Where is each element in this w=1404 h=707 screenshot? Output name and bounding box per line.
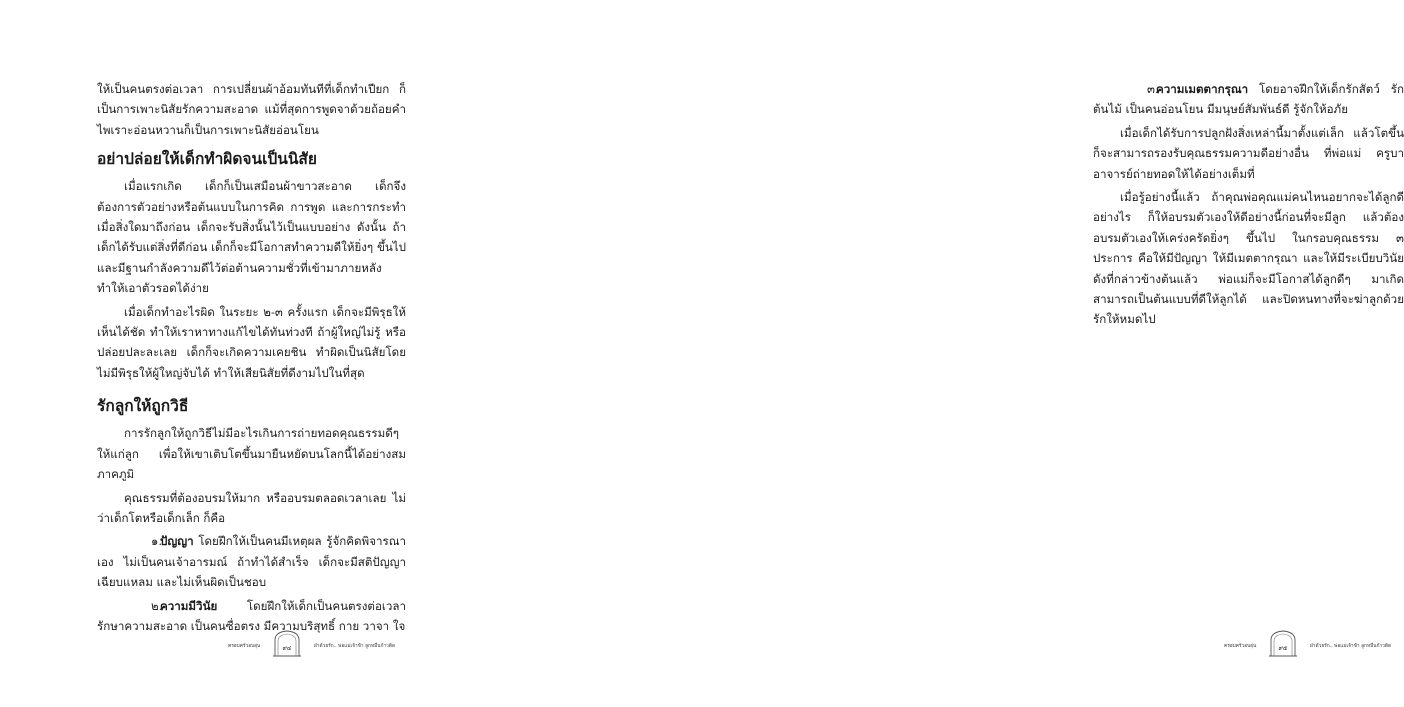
list-item-title: ความมีวินัย [160, 598, 218, 613]
list-number: ๒. [151, 598, 163, 613]
continued-paragraph: ให้เป็นคนตรงต่อเวลา การเปลี่ยนผ้าอ้อมทันทีที่เด็กทำเปียก ก็เป็นการเพาะนิสัยรักความสะอาด แม้ที่สุดการพูดจาด้วยถ้อยคำไพเราะอ่อนหวานก็เป็นการเพาะนิสัยอ่อนโยน [97, 82, 406, 137]
list-item-text: โดยฝึกให้เป็นคนมีเหตุผล รู้จักคิดพิจารณาเอง ไม่เป็นคนเจ้าอารมณ์ ถ้าทำได้สำเร็จ เด็กจะมีสติปัญญาเฉียบแหลม และไม่เห็นผิดเป็นชอบ [97, 534, 406, 590]
list-item-title: ความเมตตากรุณา [1156, 82, 1249, 96]
section-heading-bad-habits: อย่าปล่อยให้เด็กทำผิดจนเป็นนิสัย [97, 150, 317, 169]
list-item-wisdom [97, 531, 406, 592]
list-number: ๑. [151, 534, 163, 549]
list-item-text: โดยฝึกให้เด็กเป็นคนตรงต่อเวลา รักษาความสะอาด เป็นคนซื่อตรง มีความบริสุทธิ์ กาย วาจา ใจ [97, 598, 406, 633]
footer-book-title: ครอบครัวอบอุ่น [228, 644, 261, 649]
footer-chapter-title: ฝ่าด้วยรัก.. พ่อแม่เจ้าข้า ลูกหมื่นก้าวติด [314, 644, 396, 649]
left-page-footer [228, 629, 396, 659]
footer-chapter-title: ฝ่าด้วยรัก.. พ่อแม่เจ้าข้า ลูกหมื่นก้าวติด [1310, 644, 1392, 649]
left-page [0, 0, 500, 707]
list-item-text: โดยอาจฝึกให้เด็กรักสัตว์ รักต้นไม้ เป็นคนอ่อนโยน มีมนุษย์สัมพันธ์ดี รู้จักให้อภัย [1093, 82, 1404, 117]
page-number-emblem [1268, 629, 1298, 657]
list-number: ๓. [1147, 82, 1159, 96]
paragraph-first-mistakes: เมื่อเด็กทำอะไรผิด ในระยะ ๒-๓ ครั้งแรก เด็กจะมีพิรุธให้เห็นได้ชัด ทำให้เราหาทางแก้ไขได้ทันท่วงที ถ้าผู้ใหญ่ไม่รู้ หรือปล่อยปละละเลย เด็กก็จะเกิดความเคยชิน ทำผิดเป็นนิสัยโดยไม่มีพิรุธให้ผู้ใหญ่จับได้ ทำให้เสียนิสัยที่ดีงามไปในที่สุด [97, 304, 406, 380]
footer-book-title: ครอบครัวอบอุ่น [1224, 644, 1257, 649]
paragraph-parents-train-themselves: เมื่อรู้อย่างนี้แล้ว ถ้าคุณพ่อคุณแม่คนไหนอยากจะได้ลูกดีอย่างไร ก็ให้อบรมตัวเองให้ดีอย่างนี้ก่อนที่จะมีลูก แล้วต้องอบรมตัวเองให้เคร่งครัดยิ่งๆ ขึ้นไป ในกรอบคุณธรรม ๓ ประการ คือให้มีปัญญา ให้มีเมตตากรุณา และให้มีระเบียบวินัย ดังที่กล่าวข้างต้นแล้ว พ่อแม่ก็จะมีโอกาสได้ลูกดีๆ มาเกิด สามารถเป็นต้นแบบที่ดีให้ลูกได้ และปิดหนทางที่จะฆ่าลูกด้วยรักให้หมดไป [1093, 190, 1404, 327]
page-number: ๙๕ [1278, 645, 1288, 652]
section-heading-love-right-way: รักลูกให้ถูกวิธี [97, 397, 189, 416]
right-page [500, 0, 1404, 707]
list-item-title: ปัญญา [160, 534, 194, 549]
list-item-kindness [1093, 79, 1404, 120]
page-number: ๙๔ [282, 645, 292, 652]
paragraph-passing-virtues: การรักลูกให้ถูกวิธีไม่มีอะไรเกินการถ่ายทอดคุณธรรมดีๆ ให้แก่ลูก เพื่อให้เขาเติบโตขึ้นมายืนหยัดบนโลกนี้ได้อย่างสมภาคภูมิ [97, 426, 406, 482]
page-number-emblem [272, 629, 302, 657]
right-page-body [1093, 79, 1404, 330]
paragraph-virtues-to-train: คุณธรรมที่ต้องอบรมให้มาก หรืออบรมตลอดเวลาเลย ไม่ว่าเด็กโตหรือเด็กเล็ก ก็คือ [97, 490, 406, 525]
paragraph-white-cloth: เมื่อแรกเกิด เด็กก็เป็นเสมือนผ้าขาวสะอาด เด็กจึงต้องการตัวอย่างหรือต้นแบบในการคิด การพูด และการกระทำ เมื่อสิ่งใดมาถึงก่อน เด็กจะรับสิ่งนั้นไว้เป็นแบบอย่าง ดังนั้น ถ้าเด็กได้รับแต่สิ่งที่ดีก่อน เด็กก็จะมีโอกาสทำความดีให้ยิ่งๆ ขึ้นไป และมีฐานกำลังความดีไว้ต่อต้านความชั่วที่เข้ามาภายหลัง ทำให้เอาตัวรอดได้ง่าย [97, 179, 406, 296]
right-page-footer [1224, 629, 1392, 659]
paragraph-planted-early: เมื่อเด็กได้รับการปลูกฝังสิ่งเหล่านี้มาตั้งแต่เล็ก แล้วโตขึ้นก็จะสามารถรองรับคุณธรรมความดีอย่างอื่น ที่พ่อแม่ ครูบาอาจารย์ถ่ายทอดให้ได้อย่างเต็มที่ [1093, 125, 1404, 181]
left-page-body [97, 79, 406, 636]
